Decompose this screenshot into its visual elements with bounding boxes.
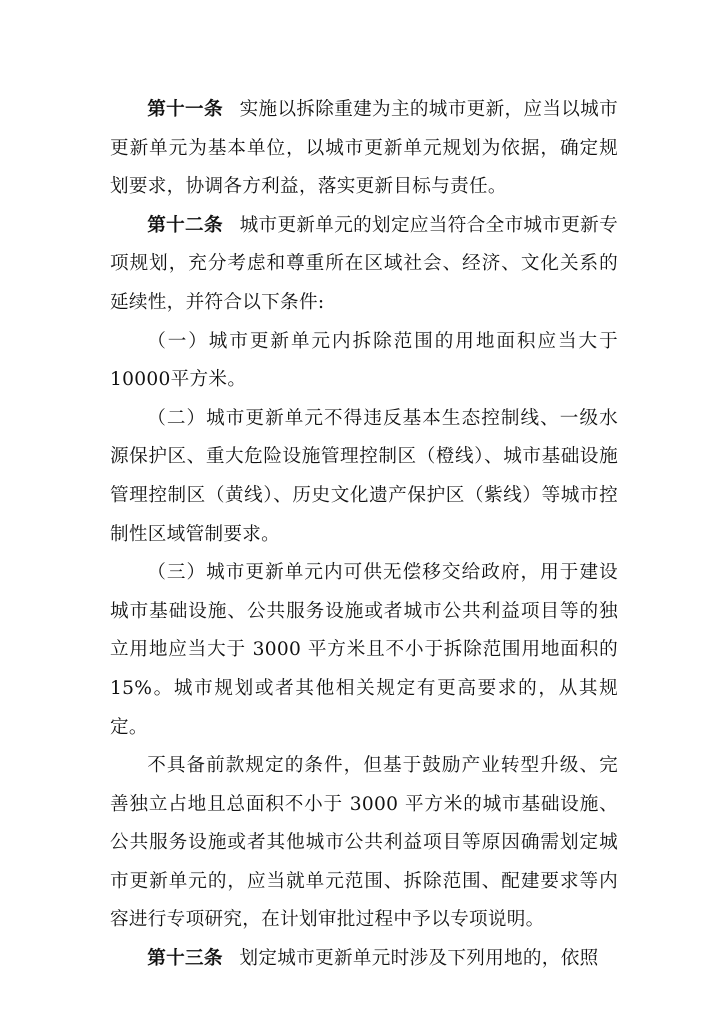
paragraph-article-12 — [110, 207, 618, 323]
paragraph-text: （三）城市更新单元内可供无偿移交给政府，用于建设城市基础设施、公共服务设施或者城市公共利益项目等的独立用地应当大于 3000 平方米且不小于拆除范围用地面积的15%。城市规划或者其他相关规定有更高要求的，从其规定。 — [110, 562, 618, 738]
article-number: 第十二条 — [147, 214, 223, 236]
paragraph-item-2 — [110, 400, 618, 554]
document-body — [110, 91, 618, 979]
paragraph-exception — [110, 747, 618, 940]
paragraph-item-3 — [110, 554, 618, 747]
article-number: 第十三条 — [147, 948, 223, 970]
article-number: 第十一条 — [147, 99, 223, 120]
paragraph-text: 划定城市更新单元时涉及下列用地的，依照 — [239, 948, 599, 970]
paragraph-text: 城市更新单元的划定应当符合全市城市更新专项规划，充分考虑和尊重所在区域社会、经济、文化关系的延续性，并符合以下条件: — [110, 214, 618, 313]
paragraph-text: 实施以拆除重建为主的城市更新，应当以城市更新单元为基本单位，以城市更新单元规划为依据，确定规划要求，协调各方利益，落实更新目标与责任。 — [110, 99, 618, 198]
paragraph-text: （一）城市更新单元内拆除范围的用地面积应当大于10000平方米。 — [110, 330, 618, 391]
paragraph-article-11 — [110, 91, 618, 207]
paragraph-text: （二）城市更新单元不得违反基本生态控制线、一级水源保护区、重大危险设施管理控制区（橙线）、城市基础设施管理控制区（黄线）、历史文化遗产保护区（紫线）等城市控制性区域管制要求。 — [110, 407, 618, 545]
paragraph-article-13 — [110, 940, 618, 979]
paragraph-item-1 — [110, 323, 618, 400]
paragraph-text: 不具备前款规定的条件，但基于鼓励产业转型升级、完善独立占地且总面积不小于 3000 平方米的城市基础设施、公共服务设施或者其他城市公共利益项目等原因确需划定城市更新单元的，应当就单元范围、拆除范围、配建要求等内容进行专项研究，在计划审批过程中予以专项说明。 — [110, 755, 618, 931]
